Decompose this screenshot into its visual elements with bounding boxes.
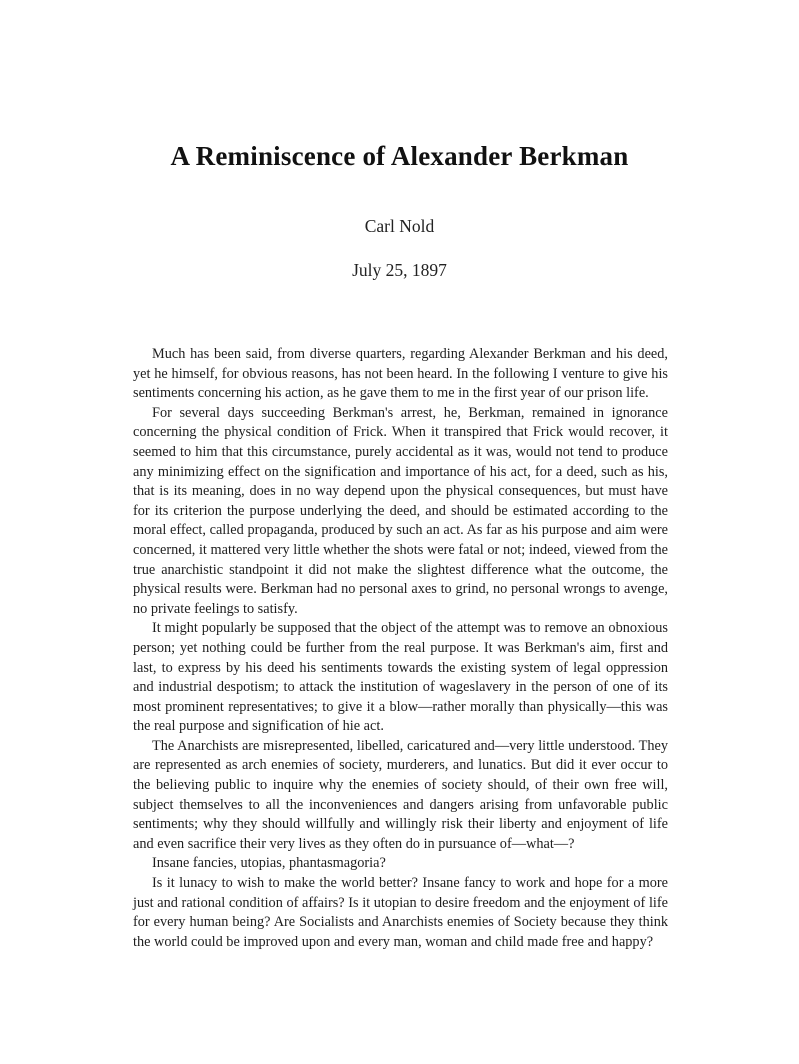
paragraph: Much has been said, from diverse quarters, regarding Alexander Berkman and his deed, yet he himself, for obvious reasons, has not been heard. In the following I venture to give his sentiments concerning his action, as he gave them to me in the first year of our prison life. bbox=[133, 346, 668, 402]
paragraph: Is it lunacy to wish to make the world better? Insane fancy to work and hope for a more just and rational condition of affairs? Is it utopian to desire freedom and the enjoyment of life for every human being? Are Socialists and Anarchists enemies of Society because they think the world could be improved upon and every man, woman and child made free and happy? bbox=[133, 875, 668, 950]
paragraph: Insane fancies, utopias, phantasmagoria? bbox=[152, 855, 386, 872]
document-author: Carl Nold bbox=[364, 216, 435, 236]
document-date: July 25, 1897 bbox=[352, 260, 447, 280]
document-title: A Reminiscence of Alexander Berkman bbox=[170, 141, 629, 171]
paragraph: For several days succeeding Berkman's arrest, he, Berkman, remained in ignorance concerning the physical condition of Frick. When it transpired that Frick would recover, it seemed to him that this circumstance, purely accidental as it was, would not tend to produce any minimizing effect on the signification and importance of his act, for a deed, such as his, that is its meaning, does in no way depend upon the physical consequences, but must have for its criterion the purpose underlying the deed, and should be estimated according to the moral effect, called propaganda, produced by such an act. As far as his purpose and aim were concerned, it mattered very little whether the shots were fatal or not; indeed, viewed from the true anarchistic standpoint it did not make the slightest difference what the outcome, the physical results were. Berkman had no personal axes to grind, no personal wrongs to avenge, no private feelings to satisfy. bbox=[133, 404, 668, 617]
paragraph: It might popularly be supposed that the object of the attempt was to remove an obnoxious person; yet nothing could be further from the real purpose. It was Berkman's aim, first and last, to express by his deed his sentiments towards the existing system of legal oppression and industrial despotism; to attack the institution of wageslavery in the person of one of its most prominent representatives; to give it a blow—rather morally than physically—this was the real purpose and signification of hie act. bbox=[133, 620, 668, 735]
document-body bbox=[133, 345, 668, 952]
paragraph: The Anarchists are misrepresented, libelled, caricatured and—very little understood. They are represented as arch enemies of society, murderers, and lunatics. But did it ever occur to the believing public to inquire why the enemies of society should, of their own free will, subject themselves to all the inconveniences and dangers arising from unfavorable public sentiments; why they should willfully and willingly risk their liberty and enjoyment of life and even sacrifice their very lives as they often do in pursuance of—what—? bbox=[133, 737, 668, 852]
